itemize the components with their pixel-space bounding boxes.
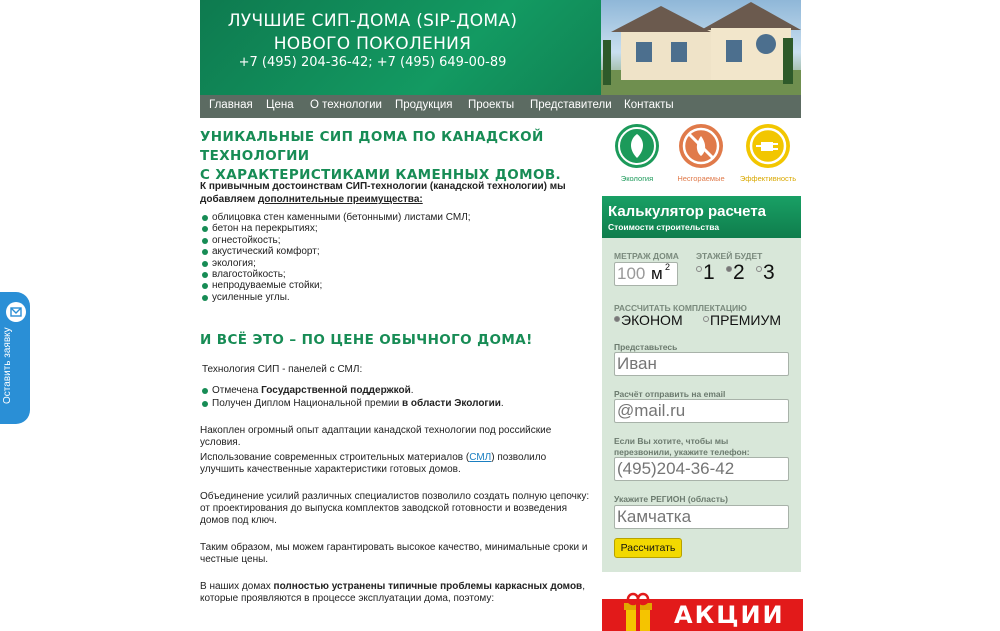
paragraph-experience: Накоплен огромный опыт адаптации канадской технологии под российские условия. xyxy=(200,425,552,448)
gift-icon xyxy=(624,591,652,631)
main-headline: УНИКАЛЬНЫЕ СИП ДОМА ПО КАНАДСКОЙ ТЕХНОЛОГИИ С ХАРАКТЕРИСТИКАМИ КАМЕННЫХ ДОМОВ. xyxy=(200,129,562,183)
site-title-line1: ЛУЧШИЕ СИП-ДОМА (SIP-ДОМА) xyxy=(227,11,518,31)
leave-request-label: Оставить заявку xyxy=(2,327,13,404)
advantages-underline: дополнительные преимущества: xyxy=(258,194,423,205)
promo-banner[interactable] xyxy=(602,599,803,631)
kit-label: РАССЧИТАТЬ КОМПЛЕКТАЦИЮ xyxy=(614,303,747,313)
list-item: усиленные углы. xyxy=(202,292,471,303)
area-input[interactable]: 100 м 2 xyxy=(614,262,678,286)
no-fire-icon xyxy=(679,124,723,168)
list-item: Отмечена Государственной поддержкой. xyxy=(202,385,504,398)
leave-request-tab[interactable] xyxy=(0,292,30,424)
cost-calculator xyxy=(602,196,801,572)
area-label: МЕТРАЖ ДОМА xyxy=(614,251,679,261)
calculator-subtitle: Стоимости строительства xyxy=(608,222,720,232)
nav-item-representatives[interactable]: Представители xyxy=(530,99,612,111)
nav-item-technology[interactable]: О технологии xyxy=(310,99,382,111)
list-item: влагостойкость; xyxy=(202,269,471,280)
sml-link[interactable]: СМЛ xyxy=(469,452,492,463)
price-headline: И ВСЁ ЭТО – ПО ЦЕНЕ ОБЫЧНОГО ДОМА! xyxy=(200,332,533,348)
paragraph-problems: В наших домах полностью устранены типичные проблемы каркасных домов, которые проявляются в процессе эксплуатации дома, поэтому: xyxy=(200,581,585,604)
tech-text: Технология СИП - панелей с СМЛ: xyxy=(202,364,363,375)
floors-label: ЭТАЖЕЙ БУДЕТ xyxy=(696,251,763,261)
feature-ecology: Экология xyxy=(607,124,667,183)
paragraph-guarantee: Таким образом, мы можем гарантировать высокое качество, минимальные сроки и честные цены. xyxy=(200,542,588,565)
nav-item-home[interactable]: Главная xyxy=(209,99,253,111)
floors-radio-3[interactable]: 3 xyxy=(756,261,775,285)
mail-icon xyxy=(6,302,26,322)
phone-input[interactable] xyxy=(615,458,788,480)
house-photo xyxy=(601,0,801,95)
list-item: экология; xyxy=(202,258,471,269)
feature-efficiency: Эффективность xyxy=(738,124,798,183)
paragraph-chain: Объединение усилий различных специалистов позволило создать полную цепочку: от проектирования до выпуска комплектов заводской готовности и возведения домов под ключ. xyxy=(200,491,590,526)
name-label: Представьтесь xyxy=(614,342,678,352)
site-header xyxy=(200,0,801,95)
calculate-button[interactable]: Рассчитать xyxy=(614,538,682,558)
calculator-header xyxy=(602,196,801,238)
region-field[interactable] xyxy=(614,505,789,529)
kit-radio-econom[interactable]: ЭКОНОМ xyxy=(614,312,683,328)
email-field[interactable] xyxy=(614,399,789,423)
region-input[interactable] xyxy=(615,506,788,528)
nav-item-projects[interactable]: Проекты xyxy=(468,99,515,111)
floors-radio-2[interactable]: 2 xyxy=(726,261,745,285)
nav-item-contacts[interactable]: Контакты xyxy=(624,99,674,111)
paragraph-materials: Использование современных строительных материалов (СМЛ) позволило улучшить качественные характеристики готовых домов. xyxy=(200,452,547,475)
nav-item-products[interactable]: Продукция xyxy=(395,99,453,111)
list-item: бетон на перекрытиях; xyxy=(202,223,471,234)
name-input[interactable] xyxy=(615,353,788,375)
feature-icons xyxy=(607,124,801,186)
floors-radio-1[interactable]: 1 xyxy=(696,261,715,285)
feature-fireproof: Несгораемые xyxy=(671,124,731,183)
phone-field[interactable] xyxy=(614,457,789,481)
list-item: облицовка стен каменными (бетонными) листами СМЛ; xyxy=(202,212,471,223)
main-nav xyxy=(200,95,801,118)
list-item: огнестойкость; xyxy=(202,235,471,246)
page xyxy=(200,0,801,631)
region-label: Укажите РЕГИОН (область) xyxy=(614,494,728,504)
features-list xyxy=(202,212,471,303)
promo-label: АКЦИИ xyxy=(674,601,785,629)
phone-label: Если Вы хотите, чтобы мы перезвонили, укажите телефон: xyxy=(614,436,750,457)
email-input[interactable] xyxy=(615,400,788,422)
plug-icon xyxy=(746,124,790,168)
leaf-icon xyxy=(615,124,659,168)
awards-list xyxy=(202,385,504,410)
kit-radio-premium[interactable]: ПРЕМИУМ xyxy=(703,312,781,328)
list-item: непродуваемые стойки; xyxy=(202,280,471,291)
header-phones: +7 (495) 204-36-42; +7 (495) 649-00-89 xyxy=(238,55,507,70)
site-title-line2: НОВОГО ПОКОЛЕНИЯ xyxy=(273,34,472,54)
nav-item-price[interactable]: Цена xyxy=(266,99,294,111)
calculator-title: Калькулятор расчета xyxy=(608,203,767,220)
email-label: Расчёт отправить на email xyxy=(614,389,726,399)
list-item: акустический комфорт; xyxy=(202,246,471,257)
list-item: Получен Диплом Национальной премии в области Экологии. xyxy=(202,398,504,411)
intro-text: К привычным достоинствам СИП-технологии (канадской технологии) мы добавляем дополнительные преимущества: xyxy=(200,181,566,205)
name-field[interactable] xyxy=(614,352,789,376)
